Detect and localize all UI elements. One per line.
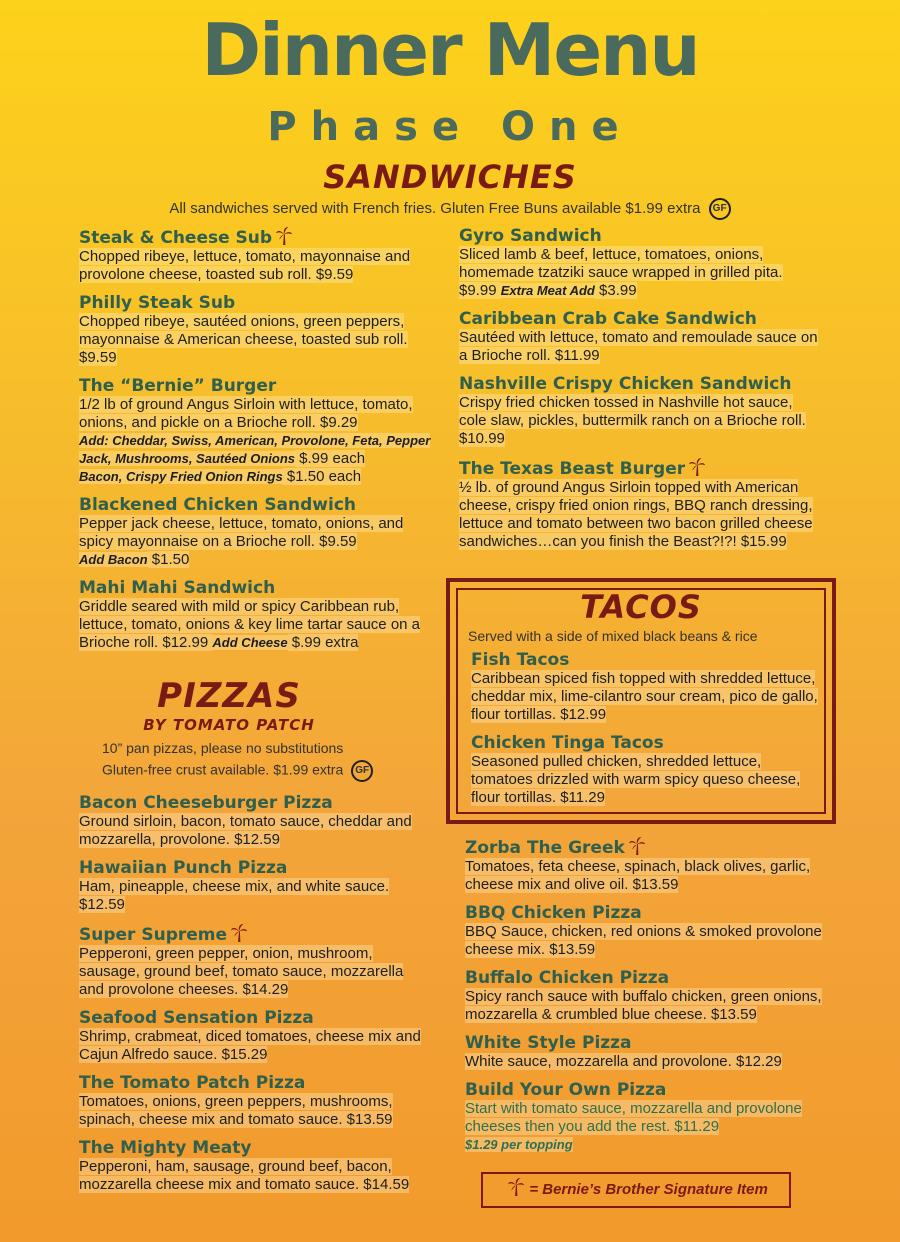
menu-item [79,376,441,486]
menu-item-name: The Mighty Meaty [79,1138,252,1158]
menu-item-description: Ham, pineapple, cheese mix, and white sauce. $12.59 [79,878,390,913]
menu-item-addon-line [79,468,441,486]
sandwiches-left-column [79,226,441,661]
menu-item-name: Seafood Sensation Pizza [79,1008,314,1028]
menu-item-addon-price: per topping [497,1137,573,1152]
menu-item-description: 1/2 lb of ground Angus Sirloin with lettuce, tomato, onions, and pickle on a Brioche roll. $9.29 [79,396,413,431]
menu-item-addon-price: $.99 extra [287,634,359,651]
sandwiches-note-text: All sandwiches served with French fries. Gluten Free Buns available $1.99 extra [169,199,701,217]
menu-item-addon-price: $3.99 [594,282,637,299]
menu-item-name: Blackened Chicken Sandwich [79,495,357,515]
pizzas-right-column [465,836,837,1163]
menu-item-description: Pepperoni, green pepper, onion, mushroom, sausage, ground beef, tomato sauce, mozzarella and provolone cheeses. $14.29 [79,945,404,998]
menu-item-description: ½ lb. of ground Angus Sirloin topped with American cheese, crispy fried onion rings, BBQ ranch dressing, lettuce and tomato between two bacon grilled cheese sandwiches…can you finish the Beast?!?! $15.99 [459,479,813,550]
menu-item-name: Nashville Crispy Chicken Sandwich [459,374,792,394]
menu-item-description: White sauce, mozzarella and provolone. $12.29 [465,1053,782,1070]
menu-item-description: Spicy ranch sauce with buffalo chicken, green onions, mozzarella & crumbled blue cheese. $13.59 [465,988,822,1023]
sandwiches-right-column [459,226,824,560]
menu-item-name: The Tomato Patch Pizza [79,1073,306,1093]
menu-item-addon: Add: Cheddar, Swiss, American, Provolone, Feta, Pepper Jack, Mushrooms, Sautéed Onions [79,433,431,466]
menu-item-addon-line [79,551,441,569]
menu-item-description: Caribbean spiced fish topped with shredded lettuce, cheddar mix, lime-cilantro sour cream, pico de gallo, flour tortillas. $12.99 [471,670,818,723]
menu-item-name: Philly Steak Sub [79,293,236,313]
menu-item-name: Super Supreme [79,923,429,945]
menu-item-addon-line [79,432,441,468]
menu-item [465,1033,837,1071]
menu-item-name: Chicken Tinga Tacos [471,733,664,753]
menu-item-addon-price: $.99 each [295,450,366,467]
menu-item [459,457,824,551]
signature-legend [481,1172,791,1208]
menu-item [79,1138,429,1194]
palm-tree-icon [230,923,248,943]
menu-item [79,293,441,367]
menu-item-description: Tomatoes, onions, green peppers, mushrooms, spinach, cheese mix and tomato sauce. $13.59 [79,1093,393,1128]
menu-item-name: Mahi Mahi Sandwich [79,578,276,598]
gluten-free-icon: GF [351,760,373,782]
menu-item-name: The Texas Beast Burger [459,457,824,479]
menu-title: Dinner Menu [201,8,699,92]
menu-item [459,309,824,365]
palm-tree-icon [507,1177,525,1197]
pizzas-note-2: Gluten-free crust available. $1.99 extra [102,761,344,778]
tacos-note: Served with a side of mixed black beans & rice [468,628,758,644]
menu-item-addon: $1.29 [465,1137,498,1152]
menu-item-description: Start with tomato sauce, mozzarella and provolone cheeses then you add the rest. $11.29 [465,1100,802,1135]
signature-legend-text: = Bernie’s Brother Signature Item [529,1181,768,1198]
menu-item [79,578,441,652]
sandwiches-note [0,198,900,220]
menu-item-addon: Extra Meat Add [500,283,595,298]
menu-item-description: Sliced lamb & beef, lettuce, tomatoes, onions, homemade tzatziki sauce wrapped in grilled pita. $9.99 Extra Meat Add $3.99 [459,246,783,299]
pizzas-byline: BY TOMATO PATCH [143,716,315,734]
menu-item-name: Bacon Cheeseburger Pizza [79,793,333,813]
menu-item [459,374,824,448]
menu-item-description: Griddle seared with mild or spicy Caribbean rub, lettuce, tomato, onions & key lime tartar sauce on a Brioche roll. $12.99 Add Cheese $.99 extra [79,598,421,651]
menu-item [471,733,821,807]
gluten-free-icon: GF [709,198,731,220]
menu-item [465,1080,837,1154]
menu-item-name: The “Bernie” Burger [79,376,277,396]
pizzas-left-column [79,793,429,1203]
menu-item-description: Ground sirloin, bacon, tomato sauce, cheddar and mozzarella, provolone. $12.59 [79,813,412,848]
pizzas-heading: PIZZAS [157,676,301,716]
menu-item-description: Tomatoes, feta cheese, spinach, black olives, garlic, cheese mix and olive oil. $13.59 [465,858,811,893]
menu-item-description: Sautéed with lettuce, tomato and remoulade sauce on a Brioche roll. $11.99 [459,329,818,364]
menu-item-name: Buffalo Chicken Pizza [465,968,670,988]
tacos-heading: TACOS [580,588,702,626]
menu-item-name: Gyro Sandwich [459,226,602,246]
menu-item-description: Pepperoni, ham, sausage, ground beef, bacon, mozzarella cheese mix and tomato sauce. $14.59 [79,1158,410,1193]
palm-tree-icon [275,226,293,246]
menu-item [79,1073,429,1129]
sandwiches-heading: SANDWICHES [323,158,577,196]
menu-item [79,858,429,914]
pizzas-note-1: 10” pan pizzas, please no substitutions [102,740,344,756]
menu-item-addon-price: $1.50 each [282,468,362,485]
menu-item-addon-price: $1.50 [147,551,190,568]
menu-item [465,903,837,959]
menu-item [459,226,824,300]
menu-item-description: Shrimp, crabmeat, diced tomatoes, cheese mix and Cajun Alfredo sauce. $15.29 [79,1028,421,1063]
menu-subtitle: Phase One [267,104,633,150]
menu-item [471,650,821,724]
menu-item-name: Hawaiian Punch Pizza [79,858,288,878]
menu-item-name: White Style Pizza [465,1033,632,1053]
palm-tree-icon [688,457,706,477]
menu-item-description: BBQ Sauce, chicken, red onions & smoked provolone cheese mix. $13.59 [465,923,822,958]
menu-item-name: Zorba The Greek [465,836,837,858]
tacos-list [471,650,821,816]
menu-item-name: Steak & Cheese Sub [79,226,441,248]
menu-item-description: Crispy fried chicken tossed in Nashville hot sauce, cole slaw, pickles, buttermilk ranch on a Brioche roll. $10.99 [459,394,806,447]
menu-item [79,226,441,284]
menu-item-name: Caribbean Crab Cake Sandwich [459,309,757,329]
menu-item-description: Pepper jack cheese, lettuce, tomato, onions, and spicy mayonnaise on a Brioche roll. $9.59 [79,515,404,550]
menu-item [79,1008,429,1064]
palm-tree-icon [628,836,646,856]
menu-item-name: Fish Tacos [471,650,570,670]
menu-item [79,495,441,569]
menu-item [79,923,429,999]
menu-item-description: Seasoned pulled chicken, shredded lettuce, tomatoes drizzled with warm spicy queso cheese, flour tortillas. $11.29 [471,753,801,806]
menu-item-addon: Add Cheese [212,635,288,650]
menu-item-description: Chopped ribeye, lettuce, tomato, mayonnaise and provolone cheese, toasted sub roll. $9.59 [79,248,411,283]
menu-item-name: BBQ Chicken Pizza [465,903,642,923]
menu-item-addon-line [465,1136,837,1154]
menu-item [465,836,837,894]
menu-item-description: Chopped ribeye, sautéed onions, green peppers, mayonnaise & American cheese, toasted sub roll. $9.59 [79,313,408,366]
menu-item-addon: Bacon, Crispy Fried Onion Rings [79,469,283,484]
menu-item [465,968,837,1024]
menu-item-name: Build Your Own Pizza [465,1080,667,1100]
pizzas-note-2-row [102,760,373,782]
menu-item-addon: Add Bacon [79,552,148,567]
menu-item [79,793,429,849]
